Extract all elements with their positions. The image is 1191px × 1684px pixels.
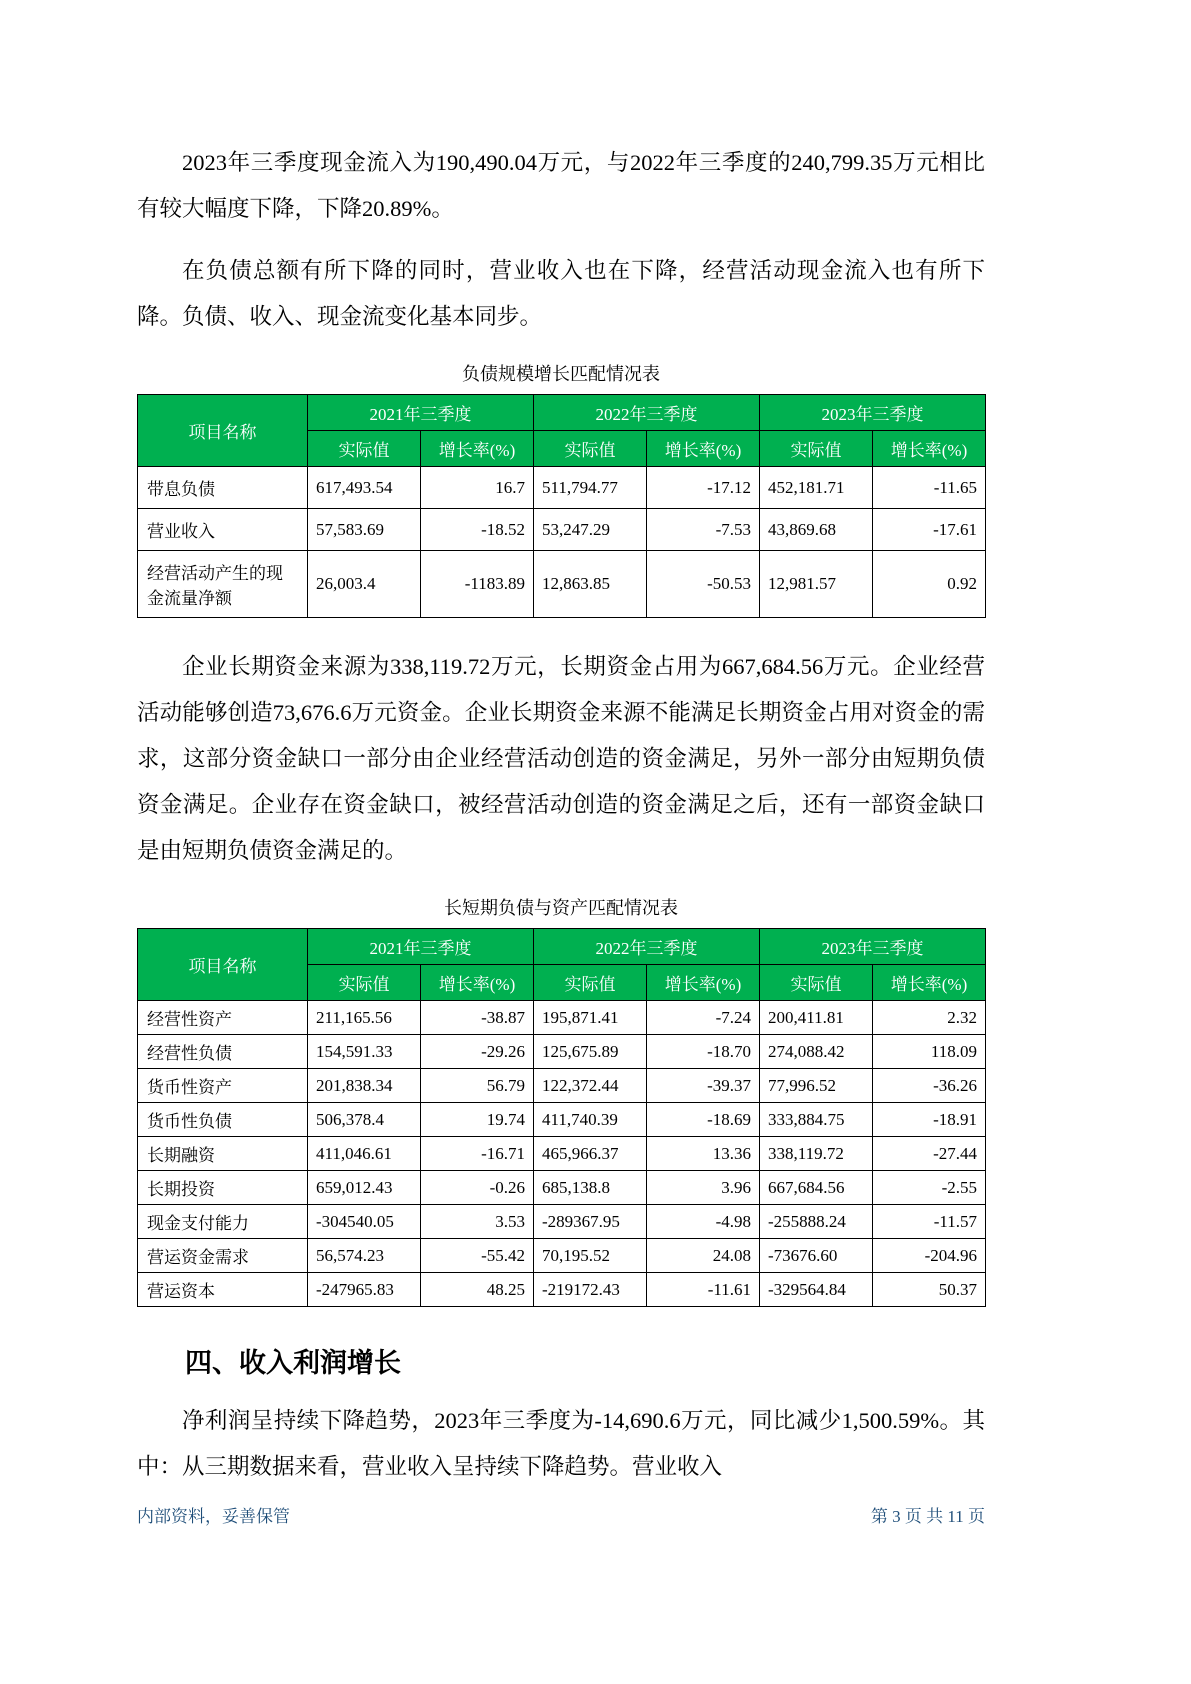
actual-value-header: 实际值 bbox=[308, 431, 421, 467]
growth-rate-cell: -18.69 bbox=[647, 1103, 760, 1137]
actual-value-cell: 43,869.68 bbox=[760, 509, 873, 551]
actual-value-cell: 195,871.41 bbox=[534, 1001, 647, 1035]
growth-rate-cell: 3.53 bbox=[421, 1205, 534, 1239]
row-item-name: 经营性资产 bbox=[138, 1001, 308, 1035]
debt-scale-growth-table bbox=[137, 394, 986, 618]
actual-value-cell: 274,088.42 bbox=[760, 1035, 873, 1069]
growth-rate-cell: -38.87 bbox=[421, 1001, 534, 1035]
growth-rate-cell: 0.92 bbox=[873, 551, 986, 618]
actual-value-cell: 333,884.75 bbox=[760, 1103, 873, 1137]
footer-page-number: 第 3 页 共 11 页 bbox=[870, 1507, 985, 1526]
paragraph-debt-change-sync: 在负债总额有所下降的同时，营业收入也在下降，经营活动现金流入也有所下降。负债、收入、现金流变化基本同步。 bbox=[137, 258, 985, 329]
paragraph-long-term-funds: 企业长期资金来源为338,119.72万元，长期资金占用为667,684.56万元。企业经营活动能够创造73,676.6万元资金。企业长期资金来源不能满足长期资金占用对资金的需求，这部分资金缺口一部分由企业经营活动创造的资金满足，另外一部分由短期负债资金满足。企业存在资金缺口，被经营活动创造的资金满足之后，还有一部资金缺口是由短期负债资金满足的。 bbox=[137, 654, 985, 863]
actual-value-cell: 411,046.61 bbox=[308, 1137, 421, 1171]
actual-value-cell: 200,411.81 bbox=[760, 1001, 873, 1035]
actual-value-header: 实际值 bbox=[534, 965, 647, 1001]
growth-rate-cell: -1183.89 bbox=[421, 551, 534, 618]
table-row bbox=[138, 1103, 986, 1137]
actual-value-header: 实际值 bbox=[760, 965, 873, 1001]
growth-rate-header: 增长率(%) bbox=[647, 431, 760, 467]
table-row bbox=[138, 1001, 986, 1035]
actual-value-cell: 465,966.37 bbox=[534, 1137, 647, 1171]
item-name-header: 项目名称 bbox=[138, 395, 308, 467]
actual-value-cell: -329564.84 bbox=[760, 1273, 873, 1307]
growth-rate-cell: -11.61 bbox=[647, 1273, 760, 1307]
row-item-name: 长期投资 bbox=[138, 1171, 308, 1205]
actual-value-cell: 452,181.71 bbox=[760, 467, 873, 509]
actual-value-cell: -255888.24 bbox=[760, 1205, 873, 1239]
actual-value-cell: 70,195.52 bbox=[534, 1239, 647, 1273]
table-row bbox=[138, 1137, 986, 1171]
table-row bbox=[138, 509, 986, 551]
growth-rate-cell: -16.71 bbox=[421, 1137, 534, 1171]
item-name-header: 项目名称 bbox=[138, 929, 308, 1001]
growth-rate-header: 增长率(%) bbox=[647, 965, 760, 1001]
growth-rate-cell: -29.26 bbox=[421, 1035, 534, 1069]
growth-rate-cell: -2.55 bbox=[873, 1171, 986, 1205]
row-item-name: 货币性资产 bbox=[138, 1069, 308, 1103]
asset-liability-match-table bbox=[137, 928, 986, 1307]
period-header: 2021年三季度 bbox=[308, 395, 534, 431]
actual-value-cell: 12,981.57 bbox=[760, 551, 873, 618]
table-title-debt-scale: 负债规模增长匹配情况表 bbox=[462, 364, 660, 384]
period-header: 2022年三季度 bbox=[534, 395, 760, 431]
growth-rate-cell: -39.37 bbox=[647, 1069, 760, 1103]
row-item-name: 长期融资 bbox=[138, 1137, 308, 1171]
actual-value-cell: 57,583.69 bbox=[308, 509, 421, 551]
growth-rate-cell: 13.36 bbox=[647, 1137, 760, 1171]
growth-rate-cell: 56.79 bbox=[421, 1069, 534, 1103]
actual-value-cell: 53,247.29 bbox=[534, 509, 647, 551]
page-footer bbox=[137, 1502, 985, 1527]
actual-value-cell: 122,372.44 bbox=[534, 1069, 647, 1103]
section-heading-income-profit-growth: 四、收入利润增长 bbox=[185, 1348, 401, 1378]
actual-value-cell: 506,378.4 bbox=[308, 1103, 421, 1137]
actual-value-cell: 77,996.52 bbox=[760, 1069, 873, 1103]
growth-rate-cell: 118.09 bbox=[873, 1035, 986, 1069]
table-row bbox=[138, 1273, 986, 1307]
actual-value-cell: 411,740.39 bbox=[534, 1103, 647, 1137]
actual-value-cell: -289367.95 bbox=[534, 1205, 647, 1239]
period-header: 2021年三季度 bbox=[308, 929, 534, 965]
actual-value-cell: 667,684.56 bbox=[760, 1171, 873, 1205]
growth-rate-cell: -11.57 bbox=[873, 1205, 986, 1239]
growth-rate-cell: 3.96 bbox=[647, 1171, 760, 1205]
row-item-name: 营运资金需求 bbox=[138, 1239, 308, 1273]
actual-value-cell: 56,574.23 bbox=[308, 1239, 421, 1273]
table-row bbox=[138, 1035, 986, 1069]
growth-rate-cell: -17.61 bbox=[873, 509, 986, 551]
growth-rate-cell: -204.96 bbox=[873, 1239, 986, 1273]
table-row bbox=[138, 1069, 986, 1103]
actual-value-header: 实际值 bbox=[534, 431, 647, 467]
growth-rate-cell: -7.24 bbox=[647, 1001, 760, 1035]
period-header: 2023年三季度 bbox=[760, 929, 986, 965]
table-row bbox=[138, 1205, 986, 1239]
actual-value-cell: 26,003.4 bbox=[308, 551, 421, 618]
period-header: 2023年三季度 bbox=[760, 395, 986, 431]
growth-rate-header: 增长率(%) bbox=[421, 965, 534, 1001]
actual-value-cell: -304540.05 bbox=[308, 1205, 421, 1239]
growth-rate-cell: -36.26 bbox=[873, 1069, 986, 1103]
actual-value-cell: -219172.43 bbox=[534, 1273, 647, 1307]
actual-value-cell: 154,591.33 bbox=[308, 1035, 421, 1069]
growth-rate-cell: -17.12 bbox=[647, 467, 760, 509]
page-content bbox=[137, 0, 985, 1490]
growth-rate-cell: 16.7 bbox=[421, 467, 534, 509]
growth-rate-cell: 24.08 bbox=[647, 1239, 760, 1273]
growth-rate-cell: -27.44 bbox=[873, 1137, 986, 1171]
actual-value-cell: 511,794.77 bbox=[534, 467, 647, 509]
row-item-name: 营运资本 bbox=[138, 1273, 308, 1307]
table-row bbox=[138, 1171, 986, 1205]
growth-rate-header: 增长率(%) bbox=[873, 431, 986, 467]
row-item-name: 现金支付能力 bbox=[138, 1205, 308, 1239]
actual-value-header: 实际值 bbox=[760, 431, 873, 467]
growth-rate-cell: 19.74 bbox=[421, 1103, 534, 1137]
actual-value-cell: 659,012.43 bbox=[308, 1171, 421, 1205]
row-item-name: 带息负债 bbox=[138, 467, 308, 509]
growth-rate-cell: -18.91 bbox=[873, 1103, 986, 1137]
actual-value-cell: 685,138.8 bbox=[534, 1171, 647, 1205]
growth-rate-cell: 48.25 bbox=[421, 1273, 534, 1307]
growth-rate-cell: -18.52 bbox=[421, 509, 534, 551]
growth-rate-cell: 2.32 bbox=[873, 1001, 986, 1035]
row-item-name: 经营活动产生的现金流量净额 bbox=[138, 551, 308, 618]
row-item-name: 经营性负债 bbox=[138, 1035, 308, 1069]
growth-rate-cell: -11.65 bbox=[873, 467, 986, 509]
paragraph-cash-inflow: 2023年三季度现金流入为190,490.04万元，与2022年三季度的240,799.35万元相比有较大幅度下降，下降20.89%。 bbox=[137, 150, 985, 221]
actual-value-cell: 211,165.56 bbox=[308, 1001, 421, 1035]
actual-value-cell: -73676.60 bbox=[760, 1239, 873, 1273]
growth-rate-cell: -50.53 bbox=[647, 551, 760, 618]
table-row bbox=[138, 467, 986, 509]
growth-rate-cell: -7.53 bbox=[647, 509, 760, 551]
period-header: 2022年三季度 bbox=[534, 929, 760, 965]
actual-value-cell: -247965.83 bbox=[308, 1273, 421, 1307]
actual-value-cell: 617,493.54 bbox=[308, 467, 421, 509]
growth-rate-header: 增长率(%) bbox=[873, 965, 986, 1001]
paragraph-net-profit-trend: 净利润呈持续下降趋势，2023年三季度为-14,690.6万元，同比减少1,500.59%。其中：从三期数据来看，营业收入呈持续下降趋势。营业收入 bbox=[137, 1408, 985, 1479]
row-item-name: 货币性负债 bbox=[138, 1103, 308, 1137]
growth-rate-cell: -4.98 bbox=[647, 1205, 760, 1239]
row-item-name: 营业收入 bbox=[138, 509, 308, 551]
actual-value-cell: 201,838.34 bbox=[308, 1069, 421, 1103]
growth-rate-cell: -55.42 bbox=[421, 1239, 534, 1273]
growth-rate-cell: 50.37 bbox=[873, 1273, 986, 1307]
actual-value-cell: 125,675.89 bbox=[534, 1035, 647, 1069]
table-title-asset-liability-match: 长短期负债与资产匹配情况表 bbox=[444, 898, 678, 918]
actual-value-cell: 338,119.72 bbox=[760, 1137, 873, 1171]
actual-value-cell: 12,863.85 bbox=[534, 551, 647, 618]
actual-value-header: 实际值 bbox=[308, 965, 421, 1001]
table-row bbox=[138, 1239, 986, 1273]
growth-rate-cell: -18.70 bbox=[647, 1035, 760, 1069]
growth-rate-cell: -0.26 bbox=[421, 1171, 534, 1205]
table-row bbox=[138, 551, 986, 618]
footer-confidential-note: 内部资料，妥善保管 bbox=[137, 1507, 290, 1526]
growth-rate-header: 增长率(%) bbox=[421, 431, 534, 467]
